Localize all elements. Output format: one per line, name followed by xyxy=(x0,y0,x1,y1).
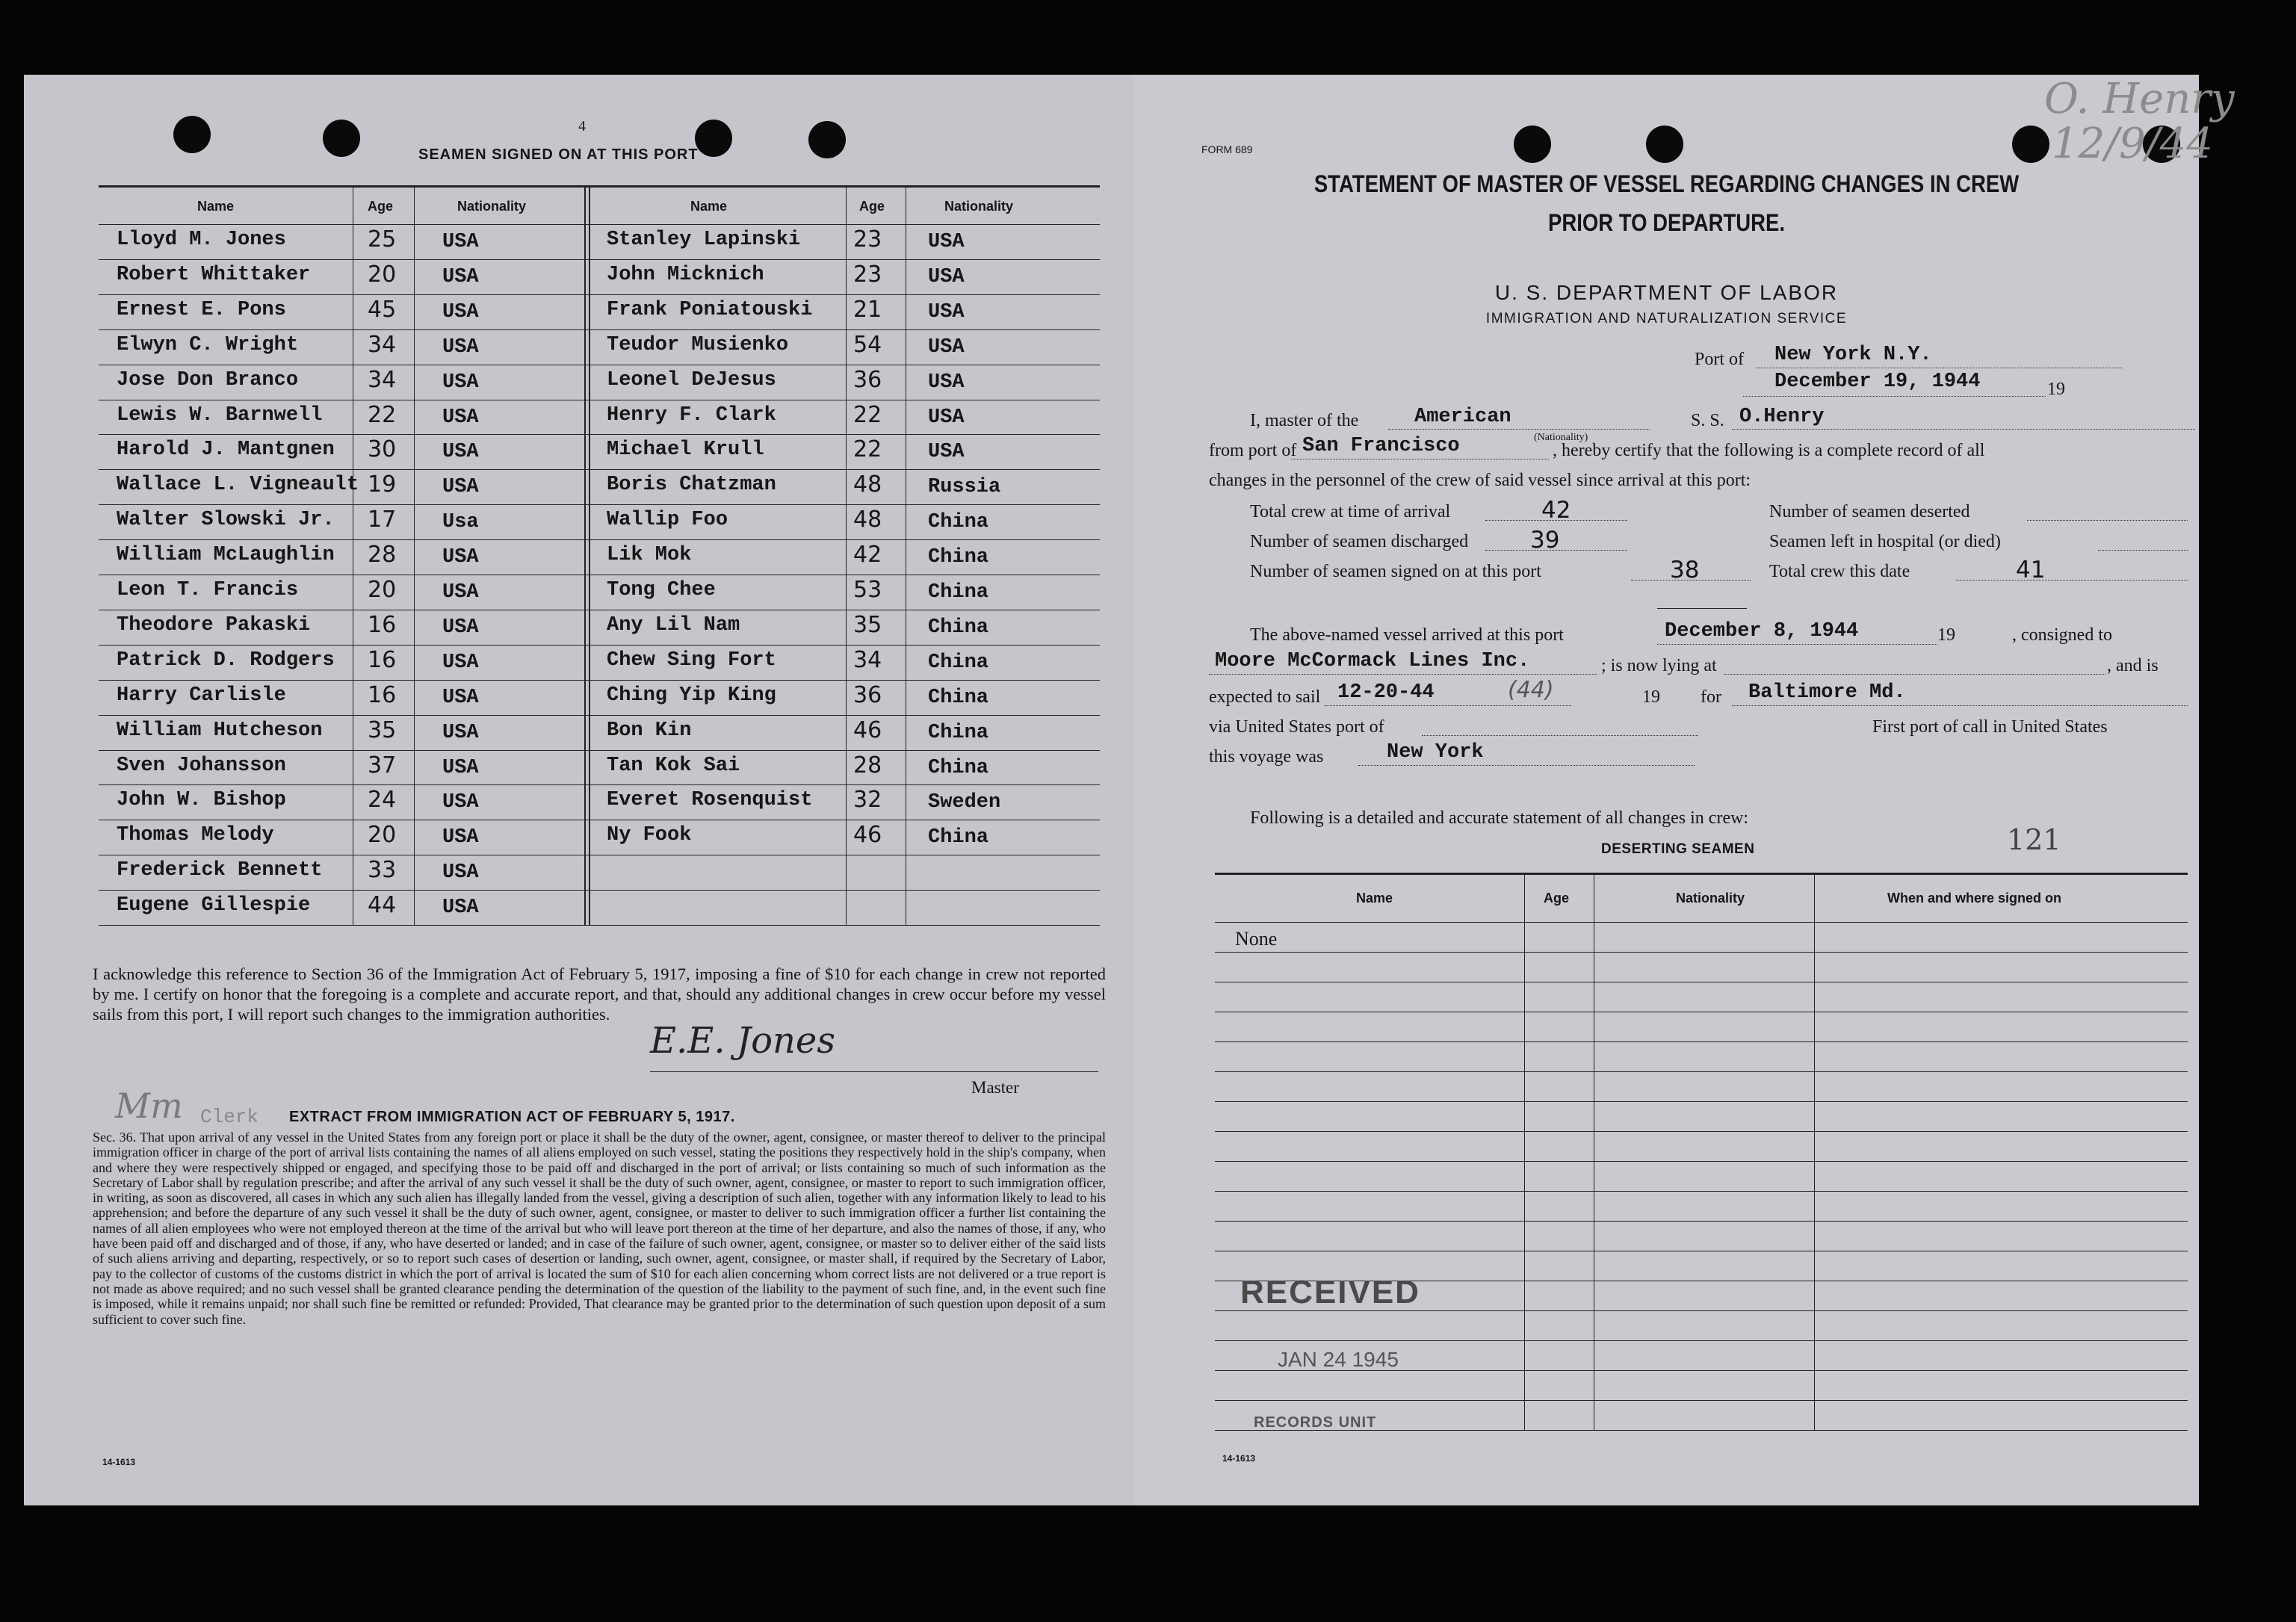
crew-age: 20 xyxy=(368,577,397,603)
crew-name: Ching Yip King xyxy=(607,684,776,707)
crew-nationality: Usa xyxy=(442,511,479,534)
service-name: IMMIGRATION AND NATURALIZATION SERVICE xyxy=(1485,311,1848,326)
section-title: SEAMEN SIGNED ON AT THIS PORT xyxy=(418,146,699,163)
row-rule xyxy=(1215,1041,2188,1042)
form-label: FORM 689 xyxy=(1201,143,1253,155)
crew-name: Harold J. Mantgnen xyxy=(117,439,335,462)
crew-nationality: USA xyxy=(928,231,965,253)
header-rule xyxy=(1215,922,2188,923)
row-rule xyxy=(1215,1400,2188,1401)
punch-hole xyxy=(695,120,732,157)
master-of-label: I, master of the xyxy=(1250,411,1359,430)
ss-label: S. S. xyxy=(1691,411,1724,430)
row-rule xyxy=(99,750,1100,751)
header-age: Age xyxy=(859,199,885,214)
row-rule xyxy=(99,434,1100,435)
discharged-label: Number of seamen discharged xyxy=(1250,532,1469,551)
crew-age: 36 xyxy=(853,366,882,393)
crew-age: 22 xyxy=(368,401,397,428)
crew-name: Frank Poniatouski xyxy=(607,298,813,321)
column-rule xyxy=(584,185,586,925)
crew-nationality: China xyxy=(928,756,989,779)
deserter-entry: None xyxy=(1235,928,1278,950)
row-rule xyxy=(99,294,1100,295)
expected-note: (44) xyxy=(1508,677,1554,703)
form-code: 14-1613 xyxy=(102,1457,136,1467)
punch-hole xyxy=(173,116,211,153)
master-label: Master xyxy=(971,1078,1019,1097)
crew-name: Robert Whittaker xyxy=(117,263,311,286)
clerk-initials: Mm xyxy=(115,1086,183,1126)
crew-nationality: USA xyxy=(442,756,479,779)
crew-name: Tan Kok Sai xyxy=(607,754,740,777)
crew-name: Any Lil Nam xyxy=(607,613,740,637)
received-stamp: RECEIVED xyxy=(1240,1274,1420,1310)
crew-name: Frederick Bennett xyxy=(117,859,323,882)
lying-label: ; is now lying at xyxy=(1601,656,1717,675)
row-rule xyxy=(1215,1340,2188,1341)
certify-text: , hereby certify that the following is a complete record of all xyxy=(1553,441,1985,460)
crew-age: 44 xyxy=(368,892,397,919)
deserting-title: DESERTING SEAMEN xyxy=(1601,841,1755,857)
header-name: Name xyxy=(690,199,728,214)
row-rule xyxy=(99,469,1100,470)
expected-label: expected to sail xyxy=(1209,687,1321,707)
header-rule xyxy=(99,224,1100,225)
row-rule xyxy=(1215,1191,2188,1192)
crew-age: 22 xyxy=(853,401,882,428)
crew-age: 32 xyxy=(853,787,882,814)
crew-age: 23 xyxy=(853,261,882,288)
port-label: Port of xyxy=(1695,350,1744,369)
consigned-label: , consigned to xyxy=(2012,625,2112,645)
column-rule xyxy=(1524,873,1525,1430)
from-port-label: from port of xyxy=(1209,441,1297,460)
row-rule xyxy=(99,680,1100,681)
total-arrival-label: Total crew at time of arrival xyxy=(1250,502,1451,521)
crew-name: Henry F. Clark xyxy=(607,403,776,427)
header-age: Age xyxy=(1544,891,1570,906)
via-label: via United States port of xyxy=(1209,717,1384,737)
row-rule xyxy=(1215,1071,2188,1072)
crew-age: 46 xyxy=(853,822,882,849)
crew-age: 35 xyxy=(853,611,882,638)
column-rule xyxy=(589,185,590,925)
crew-age: 45 xyxy=(368,296,397,323)
crew-nationality: USA xyxy=(442,441,479,464)
crew-age: 17 xyxy=(368,507,397,533)
crew-nationality: USA xyxy=(442,651,479,674)
crew-nationality: USA xyxy=(928,406,965,429)
year-suffix: 19 xyxy=(2047,380,2065,399)
crew-name: Chew Sing Fort xyxy=(607,649,776,672)
table-top-rule xyxy=(1215,873,2188,875)
crew-nationality: China xyxy=(928,651,989,674)
consignee-value: Moore McCormack Lines Inc. xyxy=(1215,650,1530,672)
voyage-label: this voyage was xyxy=(1209,747,1324,767)
crew-nationality: USA xyxy=(442,791,479,814)
crew-name: Walter Slowski Jr. xyxy=(117,509,335,532)
signature-line xyxy=(650,1071,1098,1072)
crew-nationality: USA xyxy=(442,861,479,885)
crew-name: Stanley Lapinski xyxy=(607,229,801,251)
row-rule xyxy=(1215,1221,2188,1222)
crew-nationality: China xyxy=(928,826,989,849)
table-top-rule xyxy=(99,185,1100,188)
crew-nationality: USA xyxy=(442,231,479,253)
crew-name: Teudor Musienko xyxy=(607,333,789,356)
for-label: for xyxy=(1701,687,1721,707)
ship-name: O.Henry xyxy=(1739,406,1825,428)
column-rule xyxy=(1814,873,1815,1430)
crew-name: Theodore Pakaski xyxy=(117,613,311,637)
crew-nationality: China xyxy=(928,511,989,534)
header-nationality: Nationality xyxy=(944,199,1014,214)
crew-age: 16 xyxy=(368,646,397,673)
total-divider xyxy=(1657,608,1747,609)
row-rule xyxy=(1215,952,2188,953)
crew-age: 28 xyxy=(368,542,397,569)
crew-name: Boris Chatzman xyxy=(607,474,776,497)
hospital-label: Seamen left in hospital (or died) xyxy=(1769,532,2001,551)
crew-name: Sven Johansson xyxy=(117,754,286,777)
crew-age: 35 xyxy=(368,716,397,743)
crew-age: 22 xyxy=(853,436,882,463)
crew-age: 53 xyxy=(853,577,882,603)
expected-year-suffix: 19 xyxy=(1642,687,1660,707)
crew-nationality: USA xyxy=(442,476,479,499)
voyage-value: New York xyxy=(1387,741,1484,764)
row-rule xyxy=(99,259,1100,260)
crew-age: 36 xyxy=(853,681,882,708)
header-when-where: When and where signed on xyxy=(1887,891,2062,906)
row-rule xyxy=(99,645,1100,646)
crew-age: 42 xyxy=(853,542,882,569)
crew-nationality: USA xyxy=(442,686,479,709)
row-rule xyxy=(99,329,1100,330)
crew-nationality: USA xyxy=(442,616,479,639)
crew-nationality: China xyxy=(928,616,989,639)
crew-age: 37 xyxy=(368,752,397,779)
crew-nationality: USA xyxy=(442,546,479,569)
master-signature: E.E. Jones xyxy=(650,1020,835,1062)
crew-age: 20 xyxy=(368,261,397,288)
crew-name: William Hutcheson xyxy=(117,719,323,742)
crew-age: 54 xyxy=(853,331,882,358)
crew-nationality: USA xyxy=(442,581,479,604)
crew-name: Lik Mok xyxy=(607,544,692,567)
department-name: U. S. DEPARTMENT OF LABOR xyxy=(1494,281,1839,304)
destination-value: Baltimore Md. xyxy=(1748,681,1906,704)
total-date-value: 41 xyxy=(2016,557,2046,584)
crew-age: 23 xyxy=(853,226,882,253)
crew-name: Wallip Foo xyxy=(607,509,728,532)
crew-nationality: USA xyxy=(928,371,965,394)
header-age: Age xyxy=(368,199,394,214)
crew-nationality: USA xyxy=(442,721,479,744)
crew-nationality: USA xyxy=(442,897,479,920)
crew-age: 48 xyxy=(853,507,882,533)
crew-age: 20 xyxy=(368,822,397,849)
column-rule xyxy=(414,185,415,925)
section-36-text: Sec. 36. That upon arrival of any vessel in the United States from any foreign port or place it shall be the duty of the owner, agent, consignee, or master thereof to deliver to the principal immigration officer in charge of the port of arrival lists containing the names of all aliens employed on such vessel, stating the positions they respectively hold in the ship's company, when and where they were respectively shipped or engaged, and specifying those to be paid off and discharged in the port of arrival; or lists containing so much of such information as the Secretary of Labor shall by regulation prescribe; and after the arrival of any such vessel it shall be the duty of such owner, agent, consignee, or master to report to such immigration officer, in writing, as soon as discovered, all cases in which any such alien has illegally landed from the vessel, giving a description of such alien, together with any information likely to lead to his apprehension; and before the departure of any such vessel it shall be the duty of such owner, agent, consignee, or master to deliver to such immigration officer a further list containing the names of all alien employees who were not employed thereon at the time of the arrival but who will leave port thereon at the time of her departure, and also the names of those, if any, who have been paid off and discharged and of those, if any, who have deserted or landed; and in case of the failure of such owner, agent, consignee, or master so to deliver either of the said lists of such aliens arriving and departing, respectively, or so to report such cases of desertion or landing, such owner, agent, consignee, or master shall, if required by the Secretary of Labor, pay to the collector of customs of the customs district in which the port of arrival is located the sum of $10 for each alien concerning whom correct lists are not delivered or a true report is not made as above required; and no such vessel shall be granted clearance pending the determination of the question of the liability to the payment of such fine, and, in the event such fine is imposed, while it remains unpaid; nor shall such fine be remitted or refunded: Provided, That clearance may be granted prior to the determination of such question upon deposit of a sum sufficient to cover such fine. xyxy=(93,1130,1106,1327)
first-port-label: First port of call in United States xyxy=(1872,717,2108,737)
crew-name: Leon T. Francis xyxy=(117,579,299,601)
extract-title: EXTRACT FROM IMMIGRATION ACT OF FEBRUARY 5, 1917. xyxy=(289,1109,735,1125)
acknowledgment-text: I acknowledge this reference to Section 36 of the Immigration Act of February 5, 1917, imposing a fine of $10 for each change in crew not reported by me. I certify on honor that the foregoing is a complete and accurate report, and that, should any additional changes in crew occur before my vessel sails from this port, I will report such changes to the immigration authorities. xyxy=(93,965,1106,1024)
crew-age: 34 xyxy=(853,646,882,673)
records-unit-stamp: RECORDS UNIT xyxy=(1254,1414,1377,1431)
crew-age: 21 xyxy=(853,296,882,323)
crew-age: 16 xyxy=(368,681,397,708)
left-page xyxy=(24,75,1134,1505)
crew-nationality: Russia xyxy=(928,476,1001,499)
row-rule xyxy=(99,784,1100,785)
punch-hole xyxy=(1514,126,1551,163)
changes-text: changes in the personnel of the crew of said vessel since arrival at this port: xyxy=(1209,471,1751,490)
crew-nationality: USA xyxy=(442,265,479,288)
expected-value: 12-20-44 xyxy=(1337,681,1435,704)
crew-name: Lewis W. Barnwell xyxy=(117,403,323,427)
signed-value: 38 xyxy=(1670,557,1700,584)
row-rule xyxy=(99,539,1100,540)
following-label: Following is a detailed and accurate statement of all changes in crew: xyxy=(1250,808,1749,828)
row-rule xyxy=(1215,1131,2188,1132)
discharged-value: 39 xyxy=(1530,527,1560,554)
punch-hole xyxy=(1646,126,1683,163)
right-page xyxy=(1134,75,2235,1505)
crew-nationality: China xyxy=(928,546,989,569)
crew-nationality: USA xyxy=(928,335,965,359)
crew-nationality: Sweden xyxy=(928,791,1001,814)
crew-nationality: USA xyxy=(928,441,965,464)
nationality-caption: (Nationality) xyxy=(1534,432,1588,443)
row-rule xyxy=(99,504,1100,505)
form-subtitle: PRIOR TO DEPARTURE. xyxy=(1547,209,1786,236)
punch-hole xyxy=(808,121,846,158)
header-name: Name xyxy=(197,199,235,214)
row-rule xyxy=(99,890,1100,891)
arrived-value: December 8, 1944 xyxy=(1665,620,1859,643)
crew-nationality: China xyxy=(928,721,989,744)
crew-nationality: USA xyxy=(442,300,479,324)
form-title: STATEMENT OF MASTER OF VESSEL REGARDING CHANGES IN CREW xyxy=(1313,170,2020,197)
deserted-label: Number of seamen deserted xyxy=(1769,502,1970,521)
crew-age: 24 xyxy=(368,787,397,814)
crew-age: 46 xyxy=(853,716,882,743)
crew-name: Lloyd M. Jones xyxy=(117,229,286,251)
crew-name: Thomas Melody xyxy=(117,824,274,847)
crew-name: John W. Bishop xyxy=(117,789,286,812)
pencil-note-date: 12/9/44 xyxy=(2052,120,2213,168)
crew-nationality: USA xyxy=(928,300,965,324)
page-number: 4 xyxy=(578,118,586,134)
header-nationality: Nationality xyxy=(1676,891,1745,906)
crew-name: Everet Rosenquist xyxy=(607,789,813,812)
header-nationality: Nationality xyxy=(457,199,527,214)
header-name: Name xyxy=(1356,891,1393,906)
pencil-note-ship: O. Henry xyxy=(2044,75,2235,123)
arrived-label: The above-named vessel arrived at this port xyxy=(1250,625,1564,645)
crew-name: Ny Fook xyxy=(607,824,692,847)
arrival-year-suffix: 19 xyxy=(1937,625,1955,645)
total-arrival-value: 42 xyxy=(1541,497,1571,524)
row-rule xyxy=(99,925,1100,926)
crew-name: Harry Carlisle xyxy=(117,684,286,707)
crew-nationality: USA xyxy=(442,406,479,429)
crew-name: Wallace L. Vigneault xyxy=(117,474,359,497)
statement-date: December 19, 1944 xyxy=(1774,371,1981,393)
signed-label: Number of seamen signed on at this port xyxy=(1250,562,1541,581)
crew-name: William McLaughlin xyxy=(117,544,335,567)
port-value: New York N.Y. xyxy=(1774,344,1932,366)
crew-nationality: USA xyxy=(928,265,965,288)
crew-name: John Micknich xyxy=(607,263,764,286)
from-port-value: San Francisco xyxy=(1302,435,1460,457)
row-rule xyxy=(99,715,1100,716)
crew-name: Tong Chee xyxy=(607,579,716,601)
crew-age: 19 xyxy=(368,471,397,498)
crew-age: 25 xyxy=(368,226,397,253)
crew-name: Michael Krull xyxy=(607,439,764,462)
crew-age: 16 xyxy=(368,611,397,638)
received-date-stamp: JAN 24 1945 xyxy=(1278,1348,1399,1371)
punch-hole xyxy=(2012,126,2049,163)
crew-nationality: USA xyxy=(442,335,479,359)
crew-name: Bon Kin xyxy=(607,719,692,742)
crew-name: Ernest E. Pons xyxy=(117,298,286,321)
punch-hole xyxy=(323,120,360,157)
form-code: 14-1613 xyxy=(1222,1453,1256,1464)
crew-name: Jose Don Branco xyxy=(117,368,299,391)
row-rule xyxy=(1215,1101,2188,1102)
crew-name: Elwyn C. Wright xyxy=(117,333,299,356)
crew-age: 48 xyxy=(853,471,882,498)
crew-age: 34 xyxy=(368,366,397,393)
vessel-nationality: American xyxy=(1414,406,1511,428)
crew-nationality: USA xyxy=(442,826,479,849)
clerk-label: Clerk xyxy=(200,1106,259,1128)
crew-age: 30 xyxy=(368,436,397,463)
crew-name: Patrick D. Rodgers xyxy=(117,649,335,672)
crew-age: 33 xyxy=(368,857,397,884)
crew-nationality: China xyxy=(928,686,989,709)
and-is-label: , and is xyxy=(2107,656,2159,675)
crew-age: 28 xyxy=(853,752,882,779)
file-number: 121 xyxy=(2007,823,2061,856)
crew-name: Leonel DeJesus xyxy=(607,368,776,391)
crew-age: 34 xyxy=(368,331,397,358)
crew-name: Eugene Gillespie xyxy=(117,894,311,917)
crew-nationality: USA xyxy=(442,371,479,394)
row-rule xyxy=(1215,1161,2188,1162)
column-rule xyxy=(846,185,847,925)
total-date-label: Total crew this date xyxy=(1769,562,1910,581)
crew-nationality: China xyxy=(928,581,989,604)
